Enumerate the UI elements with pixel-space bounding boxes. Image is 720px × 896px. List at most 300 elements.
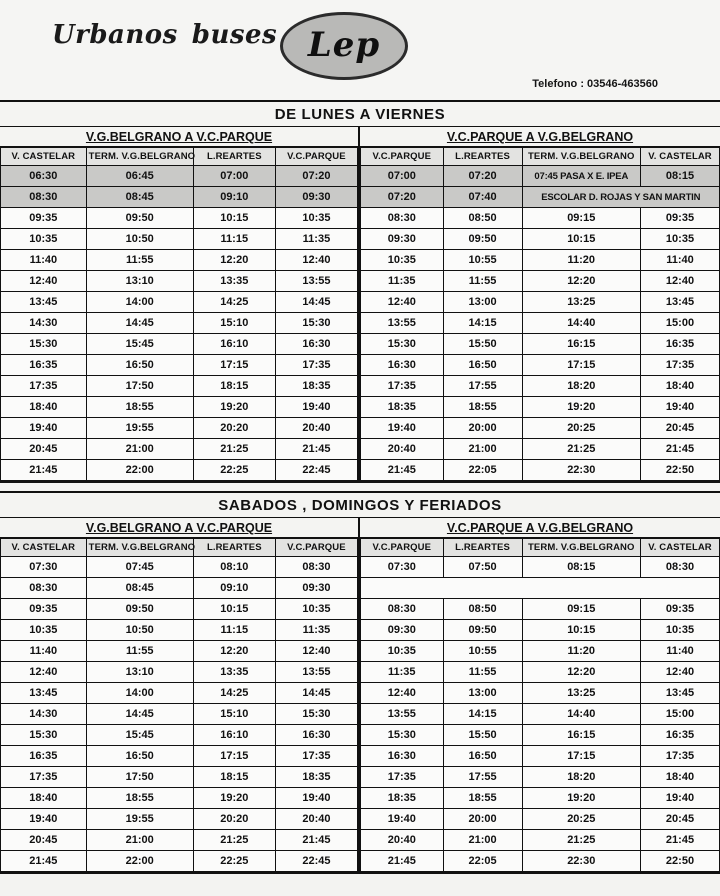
table-cell: 16:15 — [522, 334, 640, 355]
table-cell: 19:20 — [193, 397, 275, 418]
table-cell: 20:45 — [1, 830, 87, 851]
table-row — [361, 599, 720, 620]
table-cell: 08:45 — [86, 187, 193, 208]
logo-text: Lep — [307, 25, 381, 65]
timetable-sheet — [0, 100, 720, 874]
table-cell: 17:15 — [522, 746, 640, 767]
table-cell: 09:35 — [641, 208, 720, 229]
table-cell: 22:25 — [193, 851, 275, 872]
table-cell: 22:05 — [443, 460, 522, 481]
col-header: L.REARTES — [443, 148, 522, 166]
lep-logo — [280, 12, 408, 80]
table-cell: 13:25 — [522, 683, 640, 704]
table-cell: 21:25 — [522, 830, 640, 851]
table-cell: 07:45 — [86, 557, 193, 578]
table-cell: 17:55 — [443, 767, 522, 788]
table-row — [1, 557, 358, 578]
table-cell: 12:40 — [1, 271, 87, 292]
table-cell: 14:45 — [86, 313, 193, 334]
table-cell: 16:10 — [193, 725, 275, 746]
table-cell: 16:30 — [275, 334, 357, 355]
table-row — [361, 460, 720, 481]
table-cell: 12:20 — [522, 271, 640, 292]
table-cell: 20:45 — [641, 418, 720, 439]
table-cell: 08:30 — [275, 557, 357, 578]
table-cell: 11:35 — [361, 271, 444, 292]
spacer-cell — [361, 578, 720, 599]
table-cell: 11:40 — [1, 250, 87, 271]
table-cell: 09:50 — [443, 620, 522, 641]
section-weekdays — [0, 102, 720, 481]
table-row — [361, 271, 720, 292]
table-row — [361, 355, 720, 376]
table-cell: 21:45 — [1, 460, 87, 481]
table-cell: 09:30 — [275, 578, 357, 599]
table-cell: 18:55 — [443, 788, 522, 809]
section-weekend — [0, 493, 720, 872]
table-cell: 10:35 — [275, 208, 357, 229]
table-cell: 21:00 — [86, 439, 193, 460]
table-cell: 18:40 — [1, 397, 87, 418]
table-cell: 09:35 — [641, 599, 720, 620]
table-cell: 14:40 — [522, 313, 640, 334]
table-cell: 16:50 — [443, 746, 522, 767]
table-row — [361, 250, 720, 271]
table-cell: 16:30 — [361, 355, 444, 376]
col-header: V. CASTELAR — [1, 539, 87, 557]
table-row — [1, 620, 358, 641]
table-row — [361, 830, 720, 851]
table-cell: 15:30 — [1, 725, 87, 746]
table-cell: 10:35 — [1, 620, 87, 641]
table-cell: 12:40 — [641, 271, 720, 292]
table-cell: 13:55 — [275, 271, 357, 292]
table-cell: 13:10 — [86, 271, 193, 292]
table-cell: 08:10 — [193, 557, 275, 578]
table-cell: 21:25 — [193, 439, 275, 460]
table-cell: 09:50 — [86, 599, 193, 620]
table-cell: 07:50 — [443, 557, 522, 578]
table-row — [361, 557, 720, 578]
col-header: TERM. V.G.BELGRANO — [522, 539, 640, 557]
weekend-inbound — [360, 518, 720, 872]
table-row — [361, 767, 720, 788]
table-row — [361, 746, 720, 767]
table-cell: 08:15 — [641, 166, 720, 187]
brand-word-urbanos: Urbanos — [52, 20, 178, 50]
table-cell: 21:45 — [1, 851, 87, 872]
table-cell: 21:45 — [361, 460, 444, 481]
weekdays-outbound — [0, 127, 360, 481]
weekend-outbound-title: V.G.BELGRANO A V.C.PARQUE — [0, 518, 358, 538]
table-cell: 17:35 — [275, 746, 357, 767]
table-cell: 20:00 — [443, 418, 522, 439]
table-cell: 22:45 — [275, 851, 357, 872]
col-header: TERM. V.G.BELGRANO — [86, 148, 193, 166]
table-cell: 08:30 — [1, 578, 87, 599]
table-cell: 10:55 — [443, 641, 522, 662]
table-cell: 22:30 — [522, 460, 640, 481]
table-cell: 19:55 — [86, 418, 193, 439]
table-cell: 09:50 — [86, 208, 193, 229]
weekdays-outbound-table — [0, 147, 358, 481]
table-cell: 16:30 — [275, 725, 357, 746]
table-cell: 20:25 — [522, 418, 640, 439]
table-cell: 12:40 — [361, 292, 444, 313]
table-row — [1, 641, 358, 662]
table-cell: 16:30 — [361, 746, 444, 767]
table-cell: 09:10 — [193, 187, 275, 208]
table-cell: 18:40 — [1, 788, 87, 809]
table-cell: 20:40 — [361, 830, 444, 851]
section-title-weekdays: DE LUNES A VIERNES — [0, 102, 720, 127]
table-cell: 17:35 — [641, 355, 720, 376]
table-cell: 17:15 — [193, 355, 275, 376]
col-header: L.REARTES — [443, 539, 522, 557]
table-header-row — [1, 539, 358, 557]
table-cell: 18:20 — [522, 376, 640, 397]
table-cell: 17:35 — [1, 767, 87, 788]
table-row — [1, 229, 358, 250]
table-row — [361, 578, 720, 599]
table-row — [1, 313, 358, 334]
table-cell: 09:30 — [361, 620, 444, 641]
table-cell: 12:40 — [641, 662, 720, 683]
table-header-row — [361, 539, 720, 557]
table-cell: 14:25 — [193, 292, 275, 313]
table-cell: 17:35 — [641, 746, 720, 767]
table-cell: 22:00 — [86, 460, 193, 481]
table-row — [1, 292, 358, 313]
table-cell: 13:55 — [275, 662, 357, 683]
table-cell: 10:50 — [86, 620, 193, 641]
table-cell: 13:45 — [1, 683, 87, 704]
table-cell: 12:40 — [1, 662, 87, 683]
table-cell: 10:35 — [641, 620, 720, 641]
table-row — [1, 460, 358, 481]
table-cell: 17:50 — [86, 767, 193, 788]
table-cell: 16:50 — [443, 355, 522, 376]
table-cell: 09:15 — [522, 599, 640, 620]
col-header: V. CASTELAR — [641, 539, 720, 557]
table-cell: 18:15 — [193, 767, 275, 788]
table-cell: 19:55 — [86, 809, 193, 830]
table-row — [1, 418, 358, 439]
weekend-outbound — [0, 518, 360, 872]
table-row — [1, 704, 358, 725]
table-cell: 22:05 — [443, 851, 522, 872]
brand-word-buses: buses — [191, 20, 278, 50]
table-cell: 19:40 — [641, 397, 720, 418]
table-cell: 18:35 — [275, 767, 357, 788]
table-cell: 17:15 — [522, 355, 640, 376]
table-cell: 11:40 — [641, 250, 720, 271]
table-cell: 15:10 — [193, 704, 275, 725]
brand-title — [52, 20, 277, 50]
section-title-weekend: SABADOS , DOMINGOS Y FERIADOS — [0, 493, 720, 518]
table-cell: 14:45 — [275, 683, 357, 704]
col-header: V.C.PARQUE — [275, 148, 357, 166]
section-divider — [0, 481, 720, 493]
table-cell: 09:35 — [1, 208, 87, 229]
table-cell: 14:45 — [86, 704, 193, 725]
table-cell: 11:20 — [522, 250, 640, 271]
table-cell: 15:00 — [641, 313, 720, 334]
table-cell: 11:35 — [361, 662, 444, 683]
table-row — [1, 578, 358, 599]
table-cell: 21:00 — [443, 439, 522, 460]
table-row — [361, 851, 720, 872]
table-row — [361, 683, 720, 704]
table-cell: 18:35 — [275, 376, 357, 397]
table-row — [1, 208, 358, 229]
table-cell: 07:40 — [443, 187, 522, 208]
table-row — [361, 397, 720, 418]
table-cell: 17:35 — [1, 376, 87, 397]
table-cell: 21:45 — [641, 830, 720, 851]
table-cell: 22:45 — [275, 460, 357, 481]
table-row — [361, 229, 720, 250]
table-header-row — [361, 148, 720, 166]
table-cell: 07:30 — [361, 557, 444, 578]
table-cell: 07:20 — [275, 166, 357, 187]
table-cell: 07:45 PASA X E. IPEA — [522, 166, 640, 187]
table-cell: 21:45 — [275, 439, 357, 460]
table-cell: 13:45 — [641, 683, 720, 704]
table-cell: 20:45 — [641, 809, 720, 830]
table-cell: 07:00 — [193, 166, 275, 187]
table-cell: 15:45 — [86, 334, 193, 355]
table-cell: 10:15 — [193, 599, 275, 620]
table-row — [361, 166, 720, 187]
col-header: L.REARTES — [193, 539, 275, 557]
table-cell: 14:25 — [193, 683, 275, 704]
table-cell: 08:30 — [641, 557, 720, 578]
col-header: V.C.PARQUE — [275, 539, 357, 557]
table-cell: 13:10 — [86, 662, 193, 683]
table-cell: 12:20 — [193, 641, 275, 662]
table-cell: 20:20 — [193, 418, 275, 439]
table-cell: 22:25 — [193, 460, 275, 481]
table-cell: 15:30 — [275, 313, 357, 334]
table-cell: 20:40 — [361, 439, 444, 460]
table-cell: 15:30 — [1, 334, 87, 355]
table-row — [361, 662, 720, 683]
table-row — [1, 355, 358, 376]
table-row — [1, 376, 358, 397]
table-cell: 19:20 — [522, 788, 640, 809]
table-row — [361, 788, 720, 809]
table-cell: 12:40 — [361, 683, 444, 704]
table-cell: 09:15 — [522, 208, 640, 229]
table-cell: 16:50 — [86, 746, 193, 767]
col-header: V. CASTELAR — [641, 148, 720, 166]
table-cell: 15:00 — [641, 704, 720, 725]
table-row — [1, 271, 358, 292]
table-cell: 19:20 — [193, 788, 275, 809]
table-cell: 22:30 — [522, 851, 640, 872]
table-cell: 07:30 — [1, 557, 87, 578]
table-cell: 18:55 — [86, 397, 193, 418]
table-cell: 21:25 — [193, 830, 275, 851]
table-cell: 14:30 — [1, 704, 87, 725]
table-cell: 13:25 — [522, 292, 640, 313]
table-cell: 08:30 — [1, 187, 87, 208]
table-cell: 18:35 — [361, 788, 444, 809]
table-cell: 10:55 — [443, 250, 522, 271]
table-cell: 21:45 — [641, 439, 720, 460]
table-cell: 10:35 — [361, 250, 444, 271]
table-row — [361, 418, 720, 439]
table-cell: 11:55 — [443, 662, 522, 683]
table-cell: 20:40 — [275, 809, 357, 830]
table-row — [1, 599, 358, 620]
table-cell: 11:40 — [641, 641, 720, 662]
table-cell: 17:50 — [86, 376, 193, 397]
table-cell: 20:00 — [443, 809, 522, 830]
table-cell: 16:50 — [86, 355, 193, 376]
table-cell: 19:40 — [361, 418, 444, 439]
table-cell: ESCOLAR D. ROJAS Y SAN MARTIN — [522, 187, 719, 208]
table-cell: 13:00 — [443, 292, 522, 313]
table-row — [1, 767, 358, 788]
table-cell: 16:35 — [1, 746, 87, 767]
table-cell: 21:45 — [361, 851, 444, 872]
table-cell: 19:40 — [641, 788, 720, 809]
table-cell: 08:50 — [443, 208, 522, 229]
table-cell: 16:35 — [641, 725, 720, 746]
table-header-row — [1, 148, 358, 166]
table-row — [361, 376, 720, 397]
phone-number: Telefono : 03546-463560 — [532, 78, 658, 90]
weekend-inbound-body — [361, 557, 720, 872]
table-cell: 06:45 — [86, 166, 193, 187]
table-cell: 16:15 — [522, 725, 640, 746]
table-cell: 21:25 — [522, 439, 640, 460]
table-cell: 09:30 — [275, 187, 357, 208]
table-cell: 18:35 — [361, 397, 444, 418]
table-row — [1, 851, 358, 872]
table-row — [1, 662, 358, 683]
table-cell: 20:40 — [275, 418, 357, 439]
table-cell: 13:45 — [641, 292, 720, 313]
table-cell: 17:15 — [193, 746, 275, 767]
table-cell: 22:50 — [641, 851, 720, 872]
table-cell: 08:45 — [86, 578, 193, 599]
table-cell: 10:15 — [522, 229, 640, 250]
table-cell: 10:15 — [193, 208, 275, 229]
table-cell: 20:45 — [1, 439, 87, 460]
table-cell: 08:50 — [443, 599, 522, 620]
table-cell: 14:45 — [275, 292, 357, 313]
table-row — [1, 683, 358, 704]
col-header: TERM. V.G.BELGRANO — [522, 148, 640, 166]
table-cell: 12:40 — [275, 250, 357, 271]
table-cell: 17:35 — [275, 355, 357, 376]
table-cell: 15:30 — [361, 334, 444, 355]
table-cell: 11:20 — [522, 641, 640, 662]
table-cell: 16:10 — [193, 334, 275, 355]
table-cell: 09:30 — [361, 229, 444, 250]
table-row — [1, 830, 358, 851]
table-cell: 15:50 — [443, 334, 522, 355]
table-cell: 15:30 — [361, 725, 444, 746]
weekend-inbound-table — [360, 538, 720, 872]
table-cell: 11:55 — [443, 271, 522, 292]
table-cell: 14:15 — [443, 704, 522, 725]
table-cell: 18:20 — [522, 767, 640, 788]
table-cell: 19:40 — [1, 418, 87, 439]
table-row — [361, 620, 720, 641]
col-header: L.REARTES — [193, 148, 275, 166]
table-cell: 15:30 — [275, 704, 357, 725]
table-row — [1, 439, 358, 460]
table-cell: 10:50 — [86, 229, 193, 250]
table-row — [1, 397, 358, 418]
table-cell: 17:35 — [361, 376, 444, 397]
table-row — [1, 250, 358, 271]
table-cell: 17:55 — [443, 376, 522, 397]
table-row — [361, 292, 720, 313]
weekdays-inbound-title: V.C.PARQUE A V.G.BELGRANO — [360, 127, 720, 147]
table-cell: 08:30 — [361, 208, 444, 229]
table-cell: 18:40 — [641, 767, 720, 788]
table-cell: 13:45 — [1, 292, 87, 313]
table-cell: 08:30 — [361, 599, 444, 620]
weekdays-outbound-body — [1, 166, 358, 481]
table-cell: 19:40 — [361, 809, 444, 830]
table-cell: 11:15 — [193, 620, 275, 641]
table-row — [361, 334, 720, 355]
table-cell: 08:15 — [522, 557, 640, 578]
table-cell: 12:20 — [522, 662, 640, 683]
weekend-outbound-body — [1, 557, 358, 872]
table-row — [361, 725, 720, 746]
table-cell: 22:50 — [641, 460, 720, 481]
table-row — [361, 187, 720, 208]
table-cell: 15:10 — [193, 313, 275, 334]
table-cell: 16:35 — [1, 355, 87, 376]
table-cell: 21:00 — [86, 830, 193, 851]
table-row — [1, 746, 358, 767]
table-cell: 11:40 — [1, 641, 87, 662]
weekdays-inbound-table — [360, 147, 720, 481]
table-cell: 22:00 — [86, 851, 193, 872]
table-row — [1, 187, 358, 208]
table-row — [361, 439, 720, 460]
table-row — [1, 809, 358, 830]
table-cell: 11:15 — [193, 229, 275, 250]
weekend-inbound-title: V.C.PARQUE A V.G.BELGRANO — [360, 518, 720, 538]
table-cell: 18:55 — [86, 788, 193, 809]
table-cell: 13:00 — [443, 683, 522, 704]
col-header: TERM. V.G.BELGRANO — [86, 539, 193, 557]
table-cell: 21:00 — [443, 830, 522, 851]
table-row — [1, 725, 358, 746]
table-cell: 20:25 — [522, 809, 640, 830]
table-cell: 15:50 — [443, 725, 522, 746]
table-cell: 13:35 — [193, 271, 275, 292]
table-cell: 09:10 — [193, 578, 275, 599]
table-cell: 13:35 — [193, 662, 275, 683]
table-cell: 19:40 — [275, 397, 357, 418]
table-cell: 10:15 — [522, 620, 640, 641]
table-cell: 10:35 — [275, 599, 357, 620]
table-cell: 10:35 — [1, 229, 87, 250]
table-cell: 06:30 — [1, 166, 87, 187]
table-cell: 19:40 — [1, 809, 87, 830]
weekdays-outbound-title: V.G.BELGRANO A V.C.PARQUE — [0, 127, 358, 147]
